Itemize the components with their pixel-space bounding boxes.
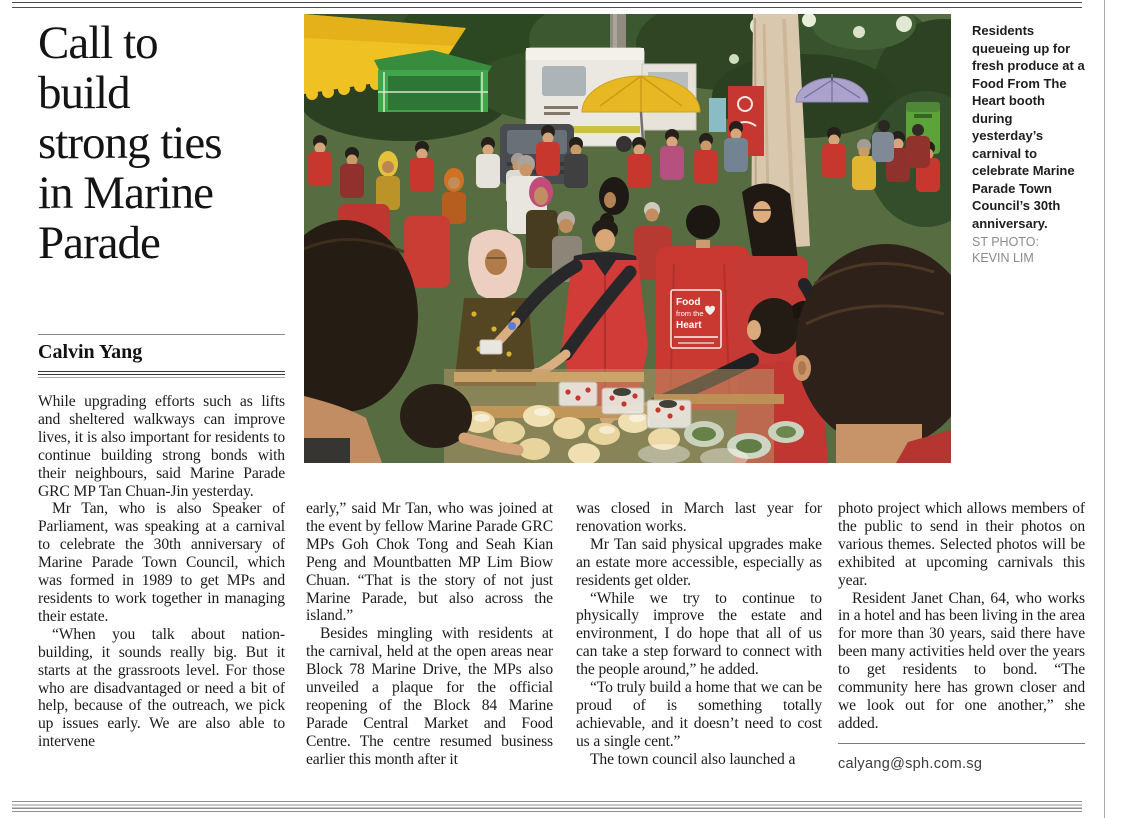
right-column-rule [1104, 0, 1105, 818]
body-column-3 [576, 500, 822, 769]
paragraph: “To truly build a home that we can be proud of is something totally achievable, and it doesn’t need to cost us a single cent.” [576, 679, 822, 750]
paragraph: Mr Tan said physical upgrades make an estate more accessible, especially as residents get older. [576, 535, 822, 589]
headline [38, 18, 300, 268]
photo-caption-block [972, 22, 1085, 266]
byline-author: Calvin Yang [38, 341, 143, 363]
paragraph: “When you talk about nation-building, it sounds really big. But it starts at the grassroots level. For those who are disadvantaged or need a bit of help, because of the outreach, we pick up issues early. We are also able to intervene [38, 625, 285, 751]
shirt-logo-line: Food [676, 297, 701, 308]
paragraph: Besides mingling with residents at the carnival, held at the open areas near Block 78 Marine Drive, the MPs also unveiled a plaque for the official reopening of the Block 84 Marine Parade Central Market and Food Centre. The centre resumed business earlier this month after it [306, 625, 553, 768]
paragraph: The town council also launched a [590, 750, 796, 768]
body-column-2 [306, 500, 553, 769]
paragraph: Resident Janet Chan, 64, who works in a hotel and has been living in the area for more than 30 years, said there have been many activities held over the years to get residents to bond. “The community here has grown closer and we look out for one another,” she added. [838, 589, 1085, 732]
paragraph: photo project which allows members of the public to send in their photos on various themes. Selected photos will be exhibited at upcoming carnivals this year. [838, 500, 1085, 589]
byline-rule [38, 371, 285, 378]
shirt-logo-line: Heart [676, 320, 702, 331]
headline-line: Parade [38, 217, 160, 269]
headline-line: strong ties [38, 117, 222, 169]
paragraph: was closed in March last year for renovation works. [576, 500, 822, 535]
byline-block [38, 334, 285, 378]
paragraph: “While we try to continue to physically improve the estate and environment, I do hope that all of us can take a step forward to connect with the people around,” he added. [576, 589, 822, 679]
paragraph: early,” said Mr Tan, who was joined at the event by fellow Marine Parade GRC MPs Goh Chok Tong and Seah Kian Peng and Mountbatten MP Lim Biow Chuan. “That is the story of not just Marine Parade, but also across the island.” [306, 500, 553, 625]
shirt-logo-line: from the [676, 309, 704, 318]
author-email: calyang@sph.com.sg [838, 755, 983, 772]
headline-line: Call to [38, 17, 158, 69]
headline-line: build [38, 67, 130, 119]
photo-credit: ST PHOTO: KEVIN LIM [972, 235, 1039, 265]
photo-caption: Residents queueing up for fresh produce at a Food From The Heart booth during yesterday’s carnival to celebrate Marine Parade Town Council’s 30th anniversary. [972, 23, 1085, 231]
body-column-1 [38, 393, 285, 751]
paragraph: While upgrading efforts such as lifts and sheltered walkways can improve lives, it is also important for residents to continue building strong bonds with their neighbours, said Marine Parade GRC MP Tan Chuan-Jin yesterday. [38, 393, 285, 500]
paragraph: Mr Tan, who is also Speaker of Parliament, was speaking at a carnival to celebrate the 30th anniversary of Marine Parade Town Council, which was formed in 1989 to get MPs and residents to work together in managing their estate. [38, 500, 285, 625]
body-column-4 [838, 500, 1085, 774]
headline-line: in Marine [38, 167, 214, 219]
article-photo [304, 14, 951, 463]
bottom-multi-rule [12, 801, 1082, 813]
top-double-rule [12, 2, 1082, 8]
carnival-photo-illustration [304, 14, 951, 463]
